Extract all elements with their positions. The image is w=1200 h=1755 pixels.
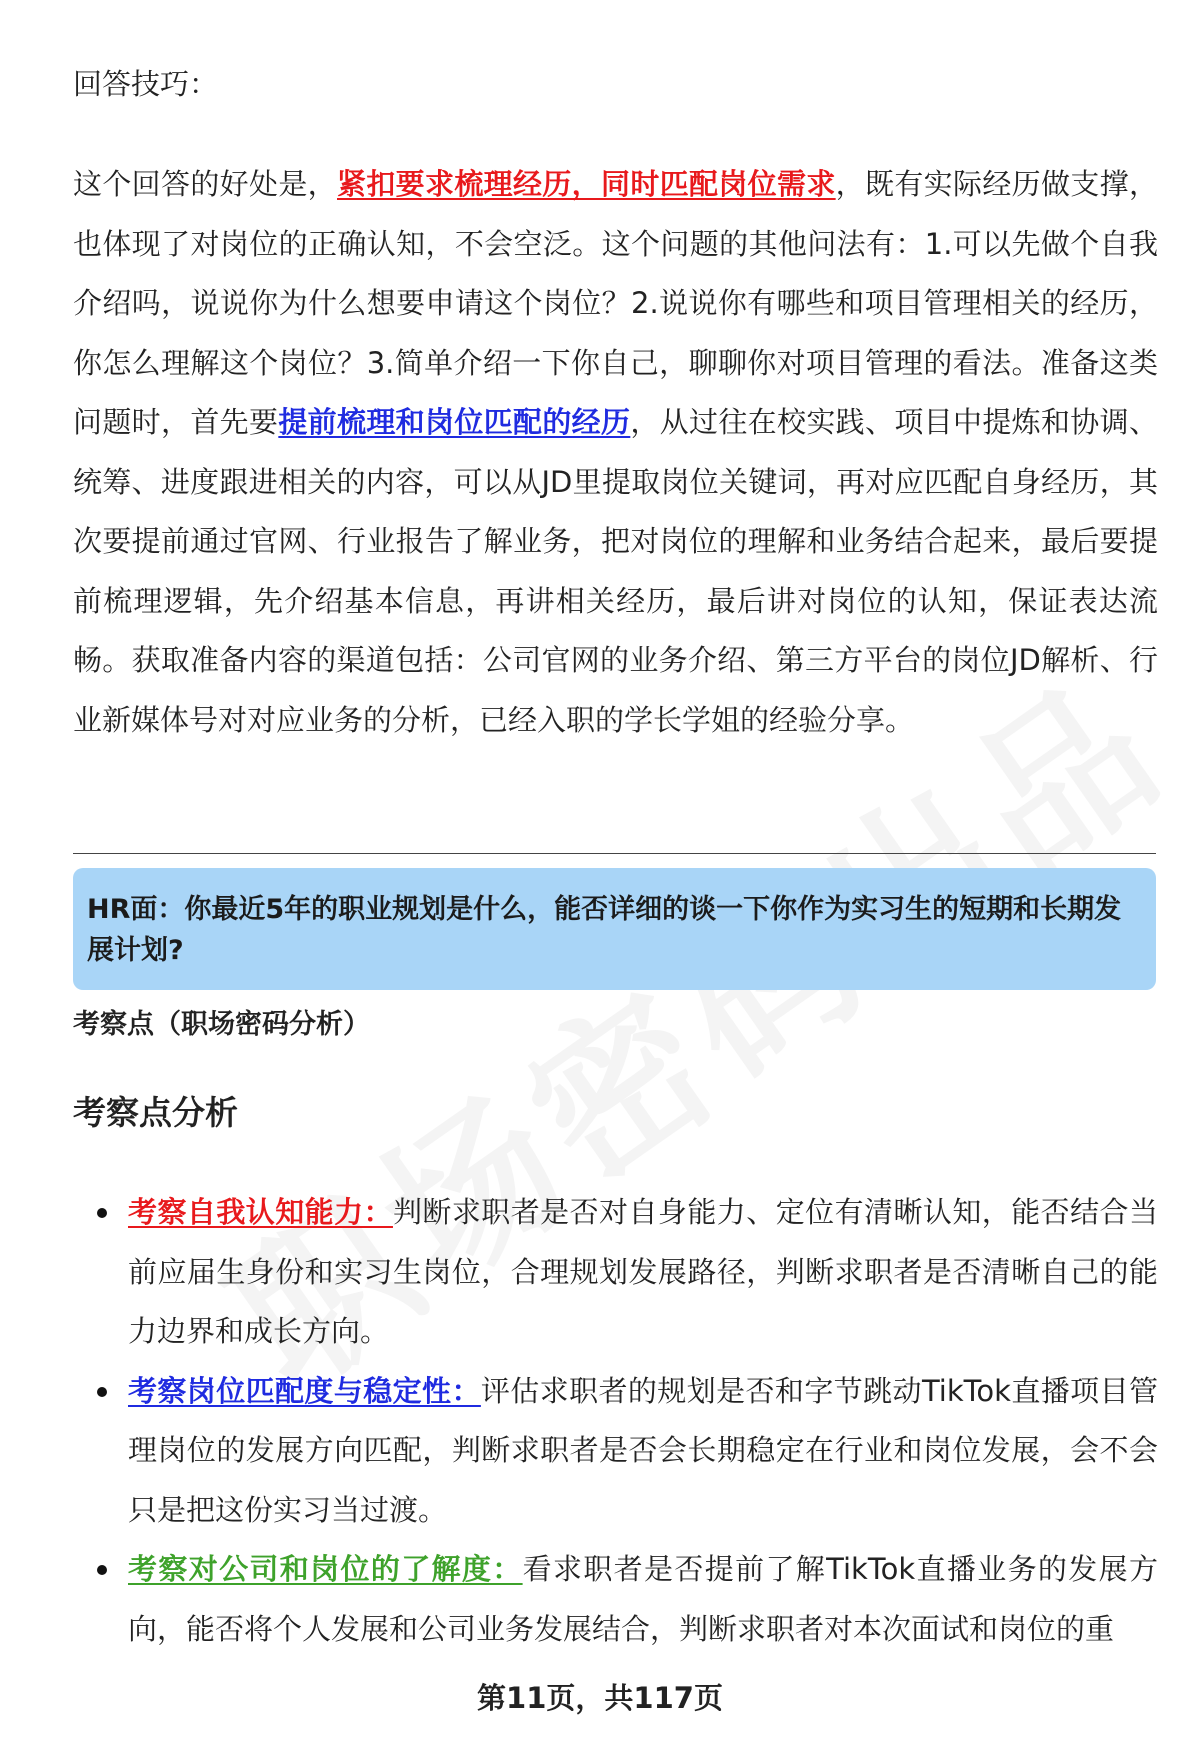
answer-paragraph	[73, 155, 1158, 750]
analysis-source-label: 考察点（职场密码分析）	[73, 1009, 370, 1040]
bullet-icon	[97, 1387, 107, 1397]
bullet-label: 考察对公司和岗位的了解度：	[128, 1552, 523, 1586]
paragraph-text: ，从过往在校实践、项目中提炼和协调、统筹、进度跟进相关的内容，可以从JD里提取岗位关键词，再对应匹配自身经历，其次要提前通过官网、行业报告了解业务，把对岗位的理解和业务结合起来，最后要提前梳理逻辑，先介绍基本信息，再讲相关经历，最后讲对岗位的认知，保证表达流畅。获取准备内容的渠道包括：公司官网的业务介绍、第三方平台的岗位JD解析、行业新媒体号对对应业务的分析，已经入职的学长学姐的经验分享。	[73, 405, 1158, 737]
page-number-footer: 第11页，共117页	[477, 1681, 723, 1715]
list-item	[73, 1183, 1158, 1362]
bullet-icon	[97, 1565, 107, 1575]
bullet-text: 评估求职者的规划是否和字节跳动TikTok直播项目管理岗位的发展方向匹配，判断求职者是否会长期稳定在行业和岗位发展，会不会只是把这份实习当过渡。	[128, 1373, 1158, 1527]
interview-question-box	[73, 868, 1156, 990]
list-item	[73, 1540, 1158, 1659]
analysis-bullet-list	[73, 1183, 1158, 1659]
bullet-text: 看求职者是否提前了解TikTok直播业务的发展方向，能否将个人发展和公司业务发展结合，判断求职者对本次面试和岗位的重	[128, 1552, 1158, 1646]
section-divider	[73, 853, 1156, 854]
interview-question: HR面：你最近5年的职业规划是什么，能否详细的谈一下你作为实习生的短期和长期发展计划?	[87, 894, 1122, 966]
paragraph-text: ，既有实际经历做支撑，也体现了对岗位的正确认知，不会空泛。这个问题的其他问法有：1.可以先做个自我介绍吗，说说你为什么想要申请这个岗位？2.说说你有哪些和项目管理相关的经历，你怎么理解这个岗位？3.简单介绍一下你自己，聊聊你对项目管理的看法。准备这类问题时，首先要	[73, 167, 1158, 439]
bullet-text: 判断求职者是否对自身能力、定位有清晰认知，能否结合当前应届生身份和实习生岗位，合理规划发展路径，判断求职者是否清晰自己的能力边界和成长方向。	[128, 1195, 1158, 1348]
bullet-label: 考察岗位匹配度与稳定性：	[128, 1373, 481, 1408]
list-item	[73, 1362, 1158, 1541]
bullet-label: 考察自我认知能力：	[128, 1195, 393, 1229]
paragraph-text: 这个回答的好处是，	[73, 167, 337, 201]
highlight-key-point-red: 紧扣要求梳理经历，同时匹配岗位需求	[337, 167, 836, 201]
highlight-key-point-blue: 提前梳理和岗位匹配的经历	[278, 405, 631, 439]
answer-tips-label: 回答技巧：	[73, 67, 219, 101]
bullet-icon	[97, 1208, 107, 1218]
analysis-heading: 考察点分析	[73, 1093, 238, 1132]
